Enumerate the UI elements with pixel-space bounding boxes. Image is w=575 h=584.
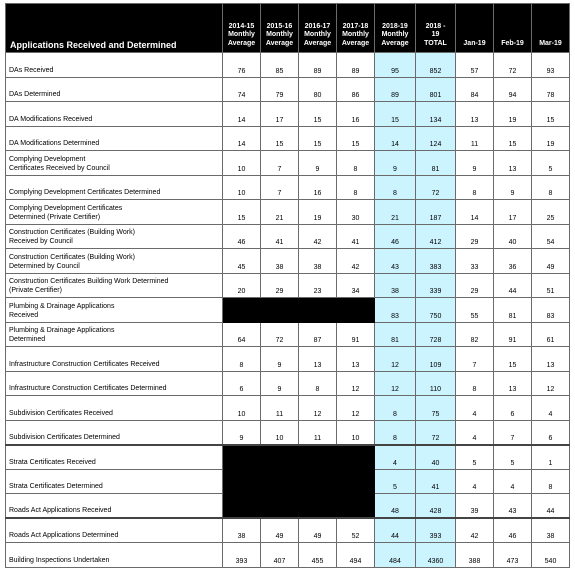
row-label: Plumbing & Drainage Applications Determined [6,322,223,347]
table-cell: 46 [223,224,261,249]
table-cell: 95 [375,53,416,78]
table-cell: 81 [416,151,456,176]
table-cell: 124 [416,126,456,151]
table-cell: 38 [261,249,299,274]
column-header: 2015-16 Monthly Average [261,4,299,53]
table-cell: 43 [494,494,532,519]
table-row [6,322,570,347]
row-label: DA Modifications Received [6,102,223,127]
table-cell: 15 [299,102,337,127]
redacted-block [223,494,375,519]
row-label: Roads Act Applications Received [6,494,223,519]
table-cell: 36 [494,249,532,274]
table-cell: 8 [375,175,416,200]
table-cell: 19 [494,102,532,127]
table-cell: 30 [337,200,375,225]
table-cell: 19 [532,126,570,151]
column-header: 2014-15 Monthly Average [223,4,261,53]
column-header: 2018 - 19 TOTAL [416,4,456,53]
table-cell: 412 [416,224,456,249]
table-cell: 8 [532,469,570,494]
table-cell: 7 [261,151,299,176]
table-cell: 38 [532,518,570,543]
table-cell: 39 [456,494,494,519]
row-label: Subdivision Certificates Determined [6,420,223,445]
table-cell: 61 [532,322,570,347]
table-cell: 12 [337,371,375,396]
table-cell: 29 [456,224,494,249]
table-cell: 14 [375,126,416,151]
table-cell: 11 [261,396,299,421]
table-cell: 9 [299,151,337,176]
table-cell: 85 [261,53,299,78]
table-cell: 12 [375,347,416,372]
column-header: Mar-19 [532,4,570,53]
table-row [6,249,570,274]
table-cell: 40 [416,445,456,470]
table-cell: 5 [494,445,532,470]
table-cell: 12 [532,371,570,396]
table-cell: 8 [375,396,416,421]
table-cell: 42 [456,518,494,543]
table-cell: 44 [494,273,532,298]
row-label: Strata Certificates Received [6,445,223,470]
table-header [6,4,570,53]
table-cell: 46 [375,224,416,249]
redacted-block [223,445,375,470]
row-label: Strata Certificates Determined [6,469,223,494]
table-cell: 44 [375,518,416,543]
table-row [6,371,570,396]
table-cell: 75 [416,396,456,421]
table-cell: 83 [532,298,570,323]
row-label: DAs Determined [6,77,223,102]
table-cell: 72 [494,53,532,78]
table-cell: 79 [261,77,299,102]
table-cell: 25 [532,200,570,225]
table-cell: 84 [456,77,494,102]
redacted-block [223,469,375,494]
table-cell: 49 [299,518,337,543]
table-cell: 8 [337,151,375,176]
table-cell: 38 [223,518,261,543]
table-cell: 750 [416,298,456,323]
table-cell: 134 [416,102,456,127]
table-cell: 29 [261,273,299,298]
table-row [6,126,570,151]
table-cell: 89 [375,77,416,102]
row-label: Roads Act Applications Determined [6,518,223,543]
table-cell: 5 [456,445,494,470]
table-cell: 8 [456,175,494,200]
table-row [6,224,570,249]
table-cell: 10 [337,420,375,445]
redacted-block [223,298,375,323]
table-cell: 473 [494,543,532,568]
table-cell: 12 [337,396,375,421]
table-cell: 8 [299,371,337,396]
table-cell: 7 [261,175,299,200]
table-row [6,494,570,519]
table-cell: 7 [456,347,494,372]
table-cell: 48 [375,494,416,519]
table-cell: 10 [223,151,261,176]
table-cell: 9 [261,371,299,396]
column-header: 2016-17 Monthly Average [299,4,337,53]
table-cell: 9 [375,151,416,176]
table-cell: 16 [337,102,375,127]
table-cell: 80 [299,77,337,102]
table-cell: 10 [223,175,261,200]
header-row [6,4,570,53]
table-cell: 54 [532,224,570,249]
table-cell: 15 [261,126,299,151]
table-cell: 23 [299,273,337,298]
table-row [6,347,570,372]
table-row [6,396,570,421]
table-cell: 76 [223,53,261,78]
table-cell: 728 [416,322,456,347]
table-cell: 339 [416,273,456,298]
table-cell: 187 [416,200,456,225]
row-label: DAs Received [6,53,223,78]
table-cell: 455 [299,543,337,568]
table-cell: 49 [261,518,299,543]
column-header: Feb-19 [494,4,532,53]
table-cell: 13 [456,102,494,127]
table-cell: 83 [375,298,416,323]
table-cell: 15 [532,102,570,127]
table-cell: 41 [261,224,299,249]
row-label: Construction Certificates (Building Work) Received by Council [6,224,223,249]
table-cell: 74 [223,77,261,102]
table-cell: 19 [299,200,337,225]
table-cell: 72 [416,175,456,200]
table-cell: 6 [532,420,570,445]
table-cell: 11 [299,420,337,445]
table-cell: 51 [532,273,570,298]
table-body [6,53,570,568]
table-cell: 87 [299,322,337,347]
row-label: Infrastructure Construction Certificates Received [6,347,223,372]
table-cell: 86 [337,77,375,102]
table-row [6,151,570,176]
table-cell: 9 [223,420,261,445]
table-cell: 8 [375,420,416,445]
table-cell: 14 [456,200,494,225]
table-cell: 14 [223,102,261,127]
table-cell: 10 [261,420,299,445]
table-cell: 57 [456,53,494,78]
table-cell: 41 [337,224,375,249]
table-row [6,518,570,543]
table-cell: 52 [337,518,375,543]
table-row [6,273,570,298]
table-cell: 15 [223,200,261,225]
column-header: Jan-19 [456,4,494,53]
row-label: DA Modifications Determined [6,126,223,151]
table-cell: 8 [456,371,494,396]
table-cell: 9 [261,347,299,372]
table-cell: 6 [223,371,261,396]
table-cell: 4 [456,469,494,494]
column-header: 2017-18 Monthly Average [337,4,375,53]
table-cell: 94 [494,77,532,102]
table-cell: 407 [261,543,299,568]
table-cell: 16 [299,175,337,200]
table-cell: 38 [299,249,337,274]
table-cell: 33 [456,249,494,274]
table-cell: 4 [456,396,494,421]
table-cell: 20 [223,273,261,298]
table-cell: 55 [456,298,494,323]
table-cell: 4 [532,396,570,421]
table-cell: 8 [223,347,261,372]
table-cell: 91 [337,322,375,347]
table-row [6,200,570,225]
table-cell: 91 [494,322,532,347]
table-cell: 13 [532,347,570,372]
table-row [6,543,570,568]
table-cell: 12 [299,396,337,421]
table-cell: 45 [223,249,261,274]
table-cell: 15 [494,347,532,372]
table-row [6,175,570,200]
table-cell: 15 [299,126,337,151]
table-cell: 110 [416,371,456,396]
table-cell: 494 [337,543,375,568]
table-cell: 72 [261,322,299,347]
table-cell: 5 [375,469,416,494]
table-cell: 109 [416,347,456,372]
applications-table-container [5,3,567,568]
table-cell: 9 [494,175,532,200]
table-cell: 9 [456,151,494,176]
table-cell: 21 [375,200,416,225]
row-label: Complying Development Certificates Determined (Private Certifier) [6,200,223,225]
table-row [6,102,570,127]
table-cell: 484 [375,543,416,568]
row-label: Complying Development Certificates Received by Council [6,151,223,176]
table-cell: 801 [416,77,456,102]
table-cell: 89 [299,53,337,78]
table-cell: 40 [494,224,532,249]
table-cell: 43 [375,249,416,274]
table-cell: 1 [532,445,570,470]
table-cell: 34 [337,273,375,298]
table-cell: 12 [375,371,416,396]
table-title: Applications Received and Determined [6,4,223,53]
table-cell: 41 [416,469,456,494]
table-cell: 15 [494,126,532,151]
table-cell: 852 [416,53,456,78]
table-row [6,53,570,78]
table-cell: 38 [375,273,416,298]
table-cell: 6 [494,396,532,421]
table-cell: 4 [456,420,494,445]
table-cell: 78 [532,77,570,102]
table-row [6,445,570,470]
table-cell: 72 [416,420,456,445]
table-row [6,298,570,323]
table-cell: 8 [337,175,375,200]
table-cell: 42 [299,224,337,249]
table-cell: 13 [299,347,337,372]
table-cell: 81 [375,322,416,347]
table-cell: 21 [261,200,299,225]
table-row [6,420,570,445]
table-cell: 428 [416,494,456,519]
column-header: 2018-19 Monthly Average [375,4,416,53]
table-cell: 15 [375,102,416,127]
table-cell: 17 [494,200,532,225]
table-cell: 8 [532,175,570,200]
table-cell: 393 [416,518,456,543]
row-label: Building Inspections Undertaken [6,543,223,568]
table-cell: 46 [494,518,532,543]
row-label: Construction Certificates (Building Work) Determined by Council [6,249,223,274]
table-cell: 64 [223,322,261,347]
table-cell: 4 [375,445,416,470]
table-cell: 49 [532,249,570,274]
row-label: Plumbing & Drainage Applications Received [6,298,223,323]
table-row [6,77,570,102]
table-cell: 388 [456,543,494,568]
table-row [6,469,570,494]
table-cell: 17 [261,102,299,127]
table-cell: 10 [223,396,261,421]
table-cell: 81 [494,298,532,323]
table-cell: 13 [494,371,532,396]
row-label: Complying Development Certificates Determined [6,175,223,200]
table-cell: 5 [532,151,570,176]
table-cell: 93 [532,53,570,78]
table-cell: 15 [337,126,375,151]
table-cell: 29 [456,273,494,298]
table-cell: 89 [337,53,375,78]
table-cell: 14 [223,126,261,151]
table-cell: 4 [494,469,532,494]
table-cell: 82 [456,322,494,347]
table-cell: 42 [337,249,375,274]
table-cell: 393 [223,543,261,568]
table-cell: 44 [532,494,570,519]
table-cell: 13 [337,347,375,372]
table-cell: 11 [456,126,494,151]
row-label: Construction Certificates Building Work Determined (Private Certifier) [6,273,223,298]
row-label: Subdivision Certificates Received [6,396,223,421]
applications-table [5,3,570,568]
row-label: Infrastructure Construction Certificates Determined [6,371,223,396]
table-cell: 13 [494,151,532,176]
table-cell: 7 [494,420,532,445]
table-cell: 4360 [416,543,456,568]
table-cell: 540 [532,543,570,568]
table-cell: 383 [416,249,456,274]
